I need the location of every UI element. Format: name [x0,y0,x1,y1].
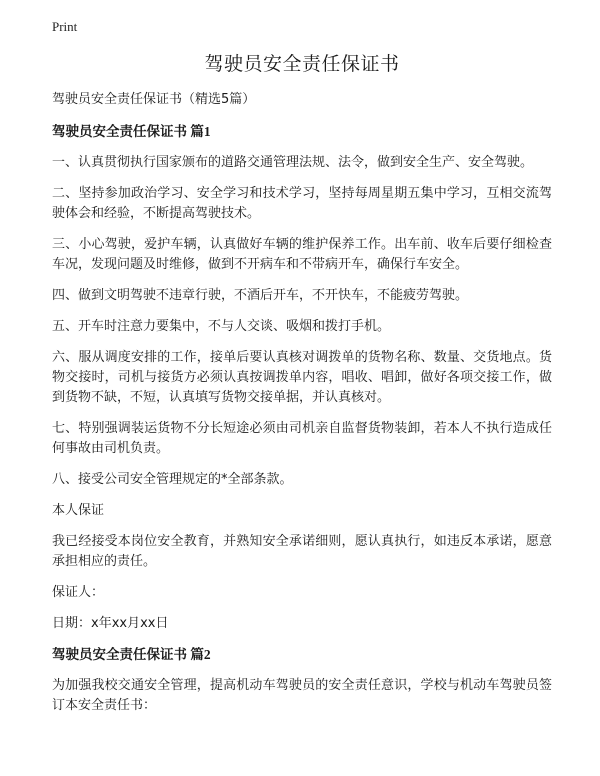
guarantor-line: 保证人： [52,585,105,600]
document-body [52,50,552,727]
document-subtitle: 驾驶员安全责任保证书（精选5篇） [52,92,256,107]
paragraph: 四、做到文明驾驶不违章行驶，不酒后开车，不开快车，不能疲劳驾驶。 [52,288,469,303]
section-heading-2: 驾驶员安全责任保证书 篇2 [52,647,211,662]
paragraph: 一、认真贯彻执行国家颁布的道路交通管理法规、法令，做到安全生产、安全驾驶。 [52,155,534,170]
paragraph: 三、小心驾驶，爱护车辆，认真做好车辆的维护保养工作。出车前、收车后要仔细检查车况，发现问题及时维修，做到不开病车和不带病开车，确保行车安全。 [52,237,552,272]
date-line: 日期：x年xx月xx日 [52,616,169,631]
document-title: 驾驶员安全责任保证书 [204,53,400,75]
paragraph: 为加强我校交通安全管理，提高机动车驾驶员的安全责任意识，学校与机动车驾驶员签订本安全责任书： [52,678,552,713]
guarantee-label: 本人保证 [52,503,105,518]
paragraph: 八、接受公司安全管理规定的*全部条款。 [52,472,293,487]
paragraph: 七、特别强调装运货物不分长短途必须由司机亲自监督货物装卸，若本人不执行造成任何事故由司机负责。 [52,421,552,456]
paragraph: 我已经接受本岗位安全教育，并熟知安全承诺细则，愿认真执行，如违反本承诺，愿意承担相应的责任。 [52,534,552,569]
section-heading-1: 驾驶员安全责任保证书 篇1 [52,124,211,139]
paragraph: 五、开车时注意力要集中，不与人交谈、吸烟和拨打手机。 [52,319,391,334]
paragraph: 二、坚持参加政治学习、安全学习和技术学习，坚持每周星期五集中学习，互相交流驾驶体会和经验，不断提高驾驶技术。 [52,186,552,221]
print-link[interactable]: Print [52,19,78,34]
paragraph: 六、服从调度安排的工作，接单后要认真核对调拨单的货物名称、数量、交货地点。货物交接时，司机与接货方必须认真按调拨单内容，唱收、唱卸，做好各项交接工作，做到货物不缺，不短，认真填写货物交接单据，并认真核对。 [52,350,552,405]
